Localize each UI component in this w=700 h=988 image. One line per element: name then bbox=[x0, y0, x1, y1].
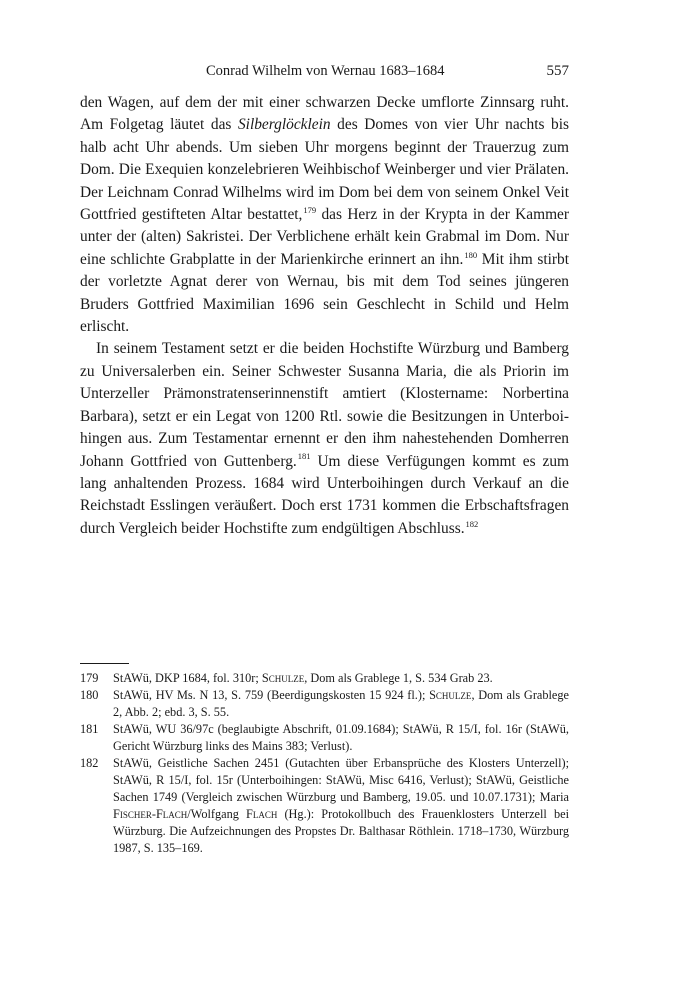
author-name: Schulze bbox=[429, 688, 472, 702]
footnote-ref-179[interactable]: 179 bbox=[303, 204, 317, 215]
footnote-number: 181 bbox=[80, 722, 99, 736]
footnote-number: 182 bbox=[80, 756, 99, 770]
text-segment: des Domes von vier Uhr nachts bis halb acht Uhr abends. Um sieben Uhr morgens beginnt der Trauerzug zum Dom. Die Exequien konzelebrieren Weihbischof Weinberger und vier Prälaten. Der Leichnam Conrad Wilhelms wird im Dom bei dem von seinem Onkel Veit Gottfried gestifteten Altar bestattet, bbox=[80, 116, 570, 224]
footnote-text: StAWü, WU 36/97c (beglaubigte Abschrift, 01.09.1684); StAWü, R 15/I, fol. 16r (StAWü, Gericht Würzburg links des Mains 383; Verlust). bbox=[113, 722, 569, 753]
footnotes-section bbox=[80, 670, 569, 857]
footnote-ref-181[interactable]: 181 bbox=[297, 451, 311, 462]
page-number: 557 bbox=[546, 63, 569, 79]
running-title: Conrad Wilhelm von Wernau 1683–1684 bbox=[206, 63, 445, 79]
footnote-text: /Wolfgang bbox=[187, 807, 246, 821]
italic-term: Silberglöcklein bbox=[237, 116, 331, 134]
author-name: Schulze bbox=[261, 671, 305, 685]
footnote-text: StAWü, HV Ms. N 13, S. 759 (Beerdigungskosten 15 924 fl.); bbox=[113, 688, 430, 702]
footnote-179 bbox=[80, 670, 569, 687]
footnote-180 bbox=[80, 687, 569, 721]
paragraph-2 bbox=[80, 338, 569, 540]
footnote-182 bbox=[80, 755, 569, 857]
author-name: Fischer-Flach bbox=[113, 807, 188, 821]
footnote-ref-182[interactable]: 182 bbox=[465, 518, 479, 529]
footnote-separator-rule bbox=[80, 663, 129, 664]
text-segment: Mit ihm stirbt der vorletzte Agnat derer von Wernau, bis mit dem Tod seines jüngeren Bruders Gottfried Maximilian 1696 sein Geschlecht in Schild und Helm erlischt. bbox=[80, 250, 569, 336]
footnote-text: StAWü, Geistliche Sachen 2451 (Gutachten über Erbansprüche des Klosters Unterzell); StAWü, R 15/I, fol. 15r (Unterboihingen: StAWü, Misc 6416, Verlust); StAWü, Geistliche Sachen 1749 (Vergleich zwischen Würzburg und Bamberg, 19.05. und 10.07.1731); Maria bbox=[113, 756, 569, 804]
footnote-ref-180[interactable]: 180 bbox=[464, 249, 478, 260]
footnote-text: , Dom als Grablege 1, S. 534 Grab 23. bbox=[304, 671, 493, 685]
footnote-text: StAWü, DKP 1684, fol. 310r; bbox=[113, 671, 262, 685]
text-segment: Um diese Verfügungen kommt es zum lang anhaltenden Prozess. 1684 wird Unterboihingen durch Verkauf an die Reichstadt Esslingen veräußert. Doch erst 1731 kommen die Erbschaftsfragen durch Vergleich beider Hochstifte zum endgültigen Abschluss. bbox=[80, 452, 570, 537]
main-text bbox=[80, 92, 569, 540]
footnote-181 bbox=[80, 721, 569, 755]
text-segment: das Herz in der Krypta in der Kammer unter der (alten) Sakristei. Der Verblichene erhält kein Grabmal im Dom. Nur eine schlichte Grabplatte in der Marienkirche erinnert an ihn. bbox=[80, 206, 570, 268]
text-segment: In seinem Testament setzt er die beiden Hochstifte Würzburg und Bamberg zu Universalerben ein. Seiner Schwester Susanna Maria, die als Priorin im Unterzeller Prämonstratenserinnenstift amtiert (Klostername: Norbertina Barbara), setzt er ein Legat von 1200 Rtl. sowie die Besitzungen in Unterboihingen aus. Zum Testamentar ernennt er den ihm nahestehenden Domherren Johann Gottfried von Guttenberg. bbox=[80, 340, 569, 470]
paragraph-1 bbox=[80, 92, 569, 338]
footnote-number: 180 bbox=[80, 688, 99, 702]
footnote-text: , Dom als Grablege 2, Abb. 2; ebd. 3, S. 55. bbox=[113, 688, 569, 719]
footnote-text: (Hg.): Protokollbuch des Frauenklosters Unterzell bei Würzburg. Die Aufzeichnungen des Propstes Dr. Balthasar Röthlein. 1718–1730, Würzburg 1987, S. 135–169. bbox=[113, 807, 569, 855]
author-name: Flach bbox=[246, 807, 278, 821]
footnote-number: 179 bbox=[80, 671, 99, 685]
running-header bbox=[80, 61, 569, 81]
text-segment: den Wagen, auf dem der mit einer schwarzen Decke umflorte Zinnsarg ruht. Am Folgetag läutet das bbox=[80, 94, 569, 134]
